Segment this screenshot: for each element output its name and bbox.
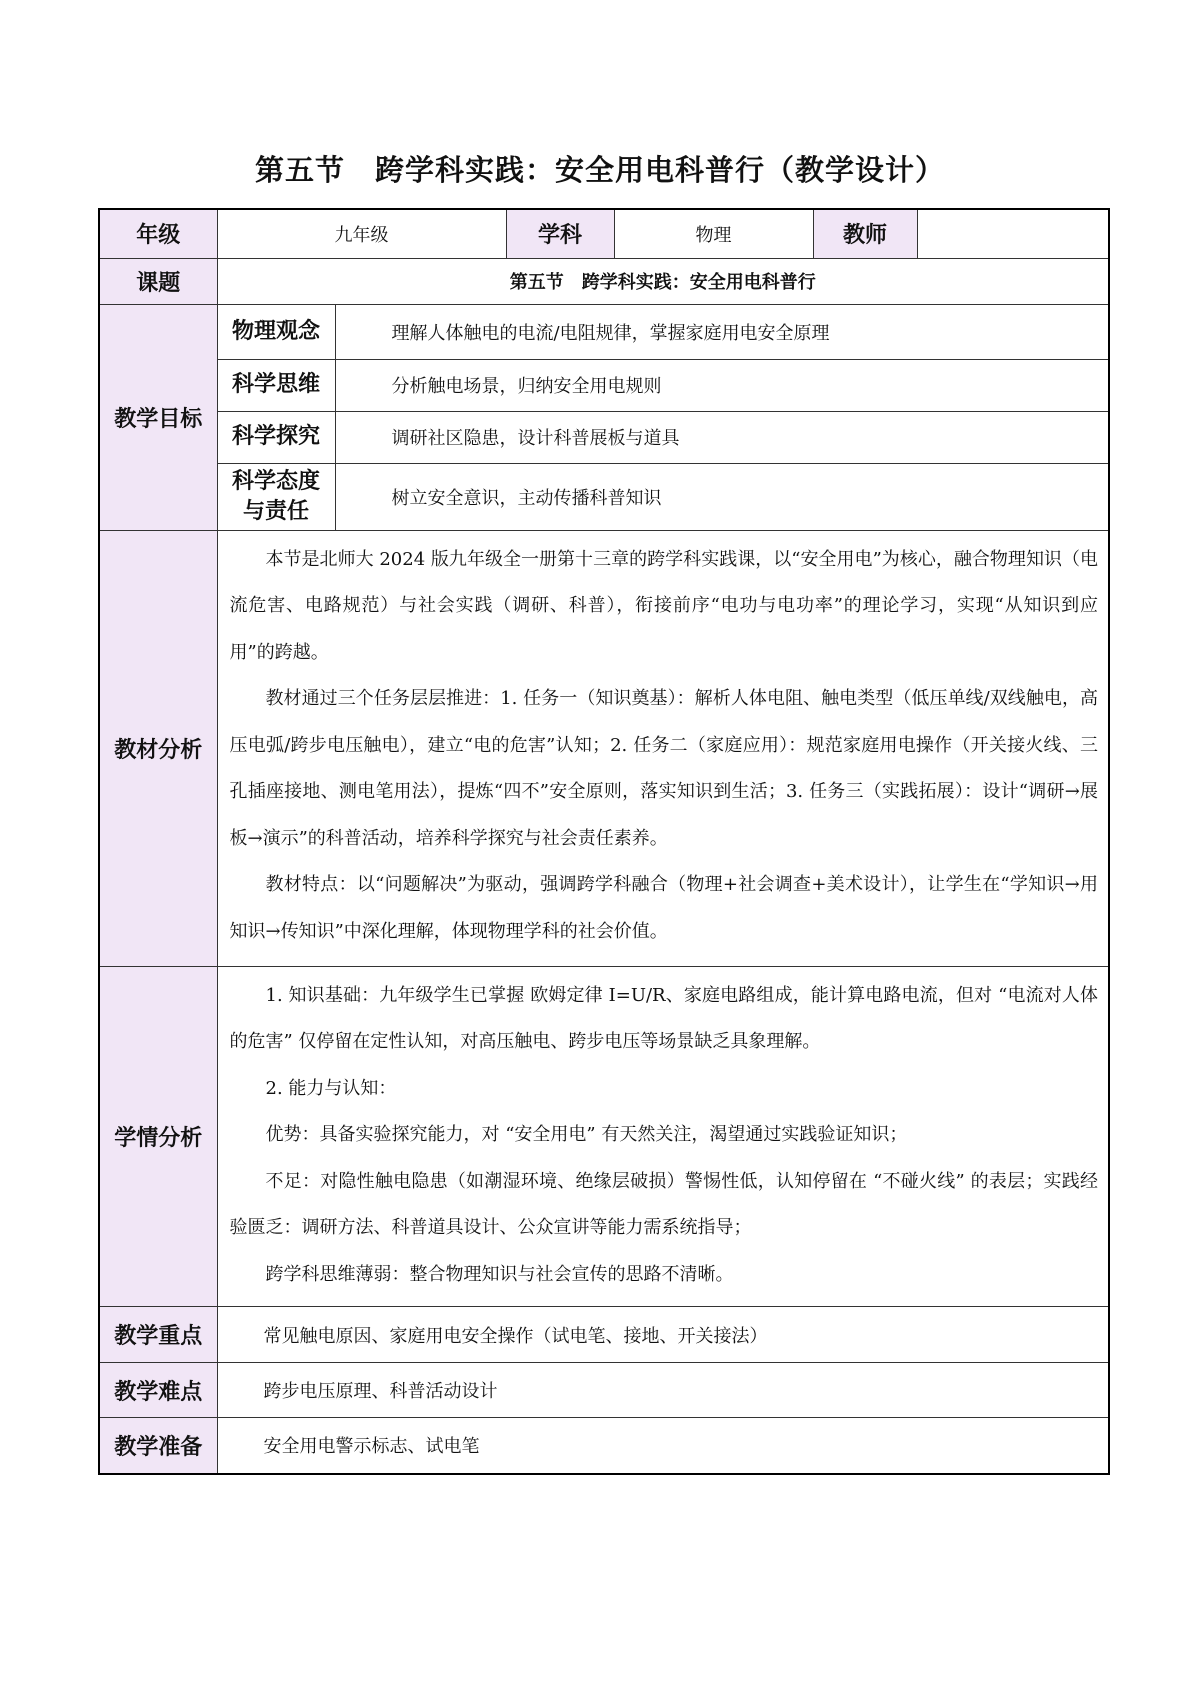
topic-value: 第五节 跨学科实践：安全用电科普行: [217, 258, 1109, 304]
goal-row: [99, 304, 1109, 359]
paragraph: 教材特点：以“问题解决”为驱动，强调跨学科融合（物理+社会调查+美术设计），让学生在“学知识→用知识→传知识”中深化理解，体现物理学科的社会价值。: [229, 874, 1099, 942]
paragraph: 2. 能力与认知：: [265, 1077, 397, 1099]
grade-value: 九年级: [217, 209, 506, 258]
goal-category: 科学思维: [217, 359, 335, 411]
goal-category-line: 科学态度: [231, 468, 320, 494]
paragraph: 本节是北师大 2024 版九年级全一册第十三章的跨学科实践课，以“安全用电”为核心，融合物理知识（电流危害、电路规范）与社会实践（调研、科普），衔接前序“电功与电功率”的理论学习，实现“从知识到应用”的跨越。: [229, 548, 1099, 663]
paragraph: 跨学科思维薄弱：整合物理知识与社会宣传的思路不清晰。: [265, 1263, 734, 1285]
paragraph: 教材通过三个任务层层推进：1. 任务一（知识奠基）：解析人体电阻、触电类型（低压单线/双线触电，高压电弧/跨步电压触电），建立“电的危害”认知；2. 任务二（家庭应用）：规范家庭用电操作（开关接火线、三孔插座接地、测电笔用法），提炼“四不”安全原则，落实知识到生活；3. 任务三（实践拓展）：设计“调研→展板→演示”的科普活动，培养科学探究与社会责任素养。: [229, 688, 1099, 849]
key-points-content: 常见触电原因、家庭用电安全操作（试电笔、接地、开关接法）: [217, 1307, 1109, 1363]
difficulties-row: [99, 1363, 1109, 1418]
subject-value: 物理: [614, 209, 813, 258]
info-row: [99, 209, 1109, 258]
goal-content: 理解人体触电的电流/电阻规律，掌握家庭用电安全原理: [335, 304, 1109, 359]
difficulties-label: 教学难点: [99, 1363, 217, 1418]
paragraph: 不足：对隐性触电隐患（如潮湿环境、绝缘层破损）警惕性低，认知停留在 “不碰火线” 的表层；实践经验匮乏：调研方法、科普道具设计、公众宣讲等能力需系统指导；: [229, 1170, 1099, 1238]
student-analysis-content: [217, 966, 1109, 1307]
teacher-value[interactable]: [917, 209, 1109, 258]
preparation-row: [99, 1418, 1109, 1474]
goal-category-line: 与责任: [242, 498, 309, 524]
preparation-label: 教学准备: [99, 1418, 217, 1474]
teacher-label: 教师: [813, 209, 917, 258]
goal-content: 分析触电场景，归纳安全用电规则: [335, 359, 1109, 411]
page-title: 第五节 跨学科实践：安全用电科普行（教学设计）: [254, 153, 945, 187]
topic-label: 课题: [99, 258, 217, 304]
preparation-content: 安全用电警示标志、试电笔: [217, 1418, 1109, 1474]
key-points-row: [99, 1307, 1109, 1363]
topic-row: [99, 258, 1109, 304]
key-points-label: 教学重点: [99, 1307, 217, 1363]
textbook-analysis-row: [99, 530, 1109, 966]
paragraph: 优势：具备实验探究能力，对 “安全用电” 有天然关注，渴望通过实践验证知识；: [265, 1124, 908, 1145]
grade-label: 年级: [99, 209, 217, 258]
lesson-plan-table: [98, 208, 1110, 1475]
goal-row: [99, 359, 1109, 411]
goal-row: [99, 463, 1109, 530]
textbook-analysis-content: [217, 530, 1109, 966]
goal-content: 树立安全意识，主动传播科普知识: [335, 463, 1109, 530]
goal-category: 物理观念: [217, 304, 335, 359]
difficulties-content: 跨步电压原理、科普活动设计: [217, 1363, 1109, 1418]
goal-row: [99, 411, 1109, 463]
student-analysis-label: 学情分析: [99, 966, 217, 1307]
goal-category: [217, 463, 335, 530]
textbook-analysis-label: 教材分析: [99, 530, 217, 966]
goals-label: 教学目标: [99, 304, 217, 530]
student-analysis-row: [99, 966, 1109, 1307]
subject-label: 学科: [506, 209, 614, 258]
paragraph: 1. 知识基础：九年级学生已掌握 欧姆定律 I=U/R、家庭电路组成，能计算电路电流，但对 “电流对人体的危害” 仅停留在定性认知，对高压触电、跨步电压等场景缺乏具象理解。: [229, 984, 1099, 1052]
goal-content: 调研社区隐患，设计科普展板与道具: [335, 411, 1109, 463]
goal-category: 科学探究: [217, 411, 335, 463]
